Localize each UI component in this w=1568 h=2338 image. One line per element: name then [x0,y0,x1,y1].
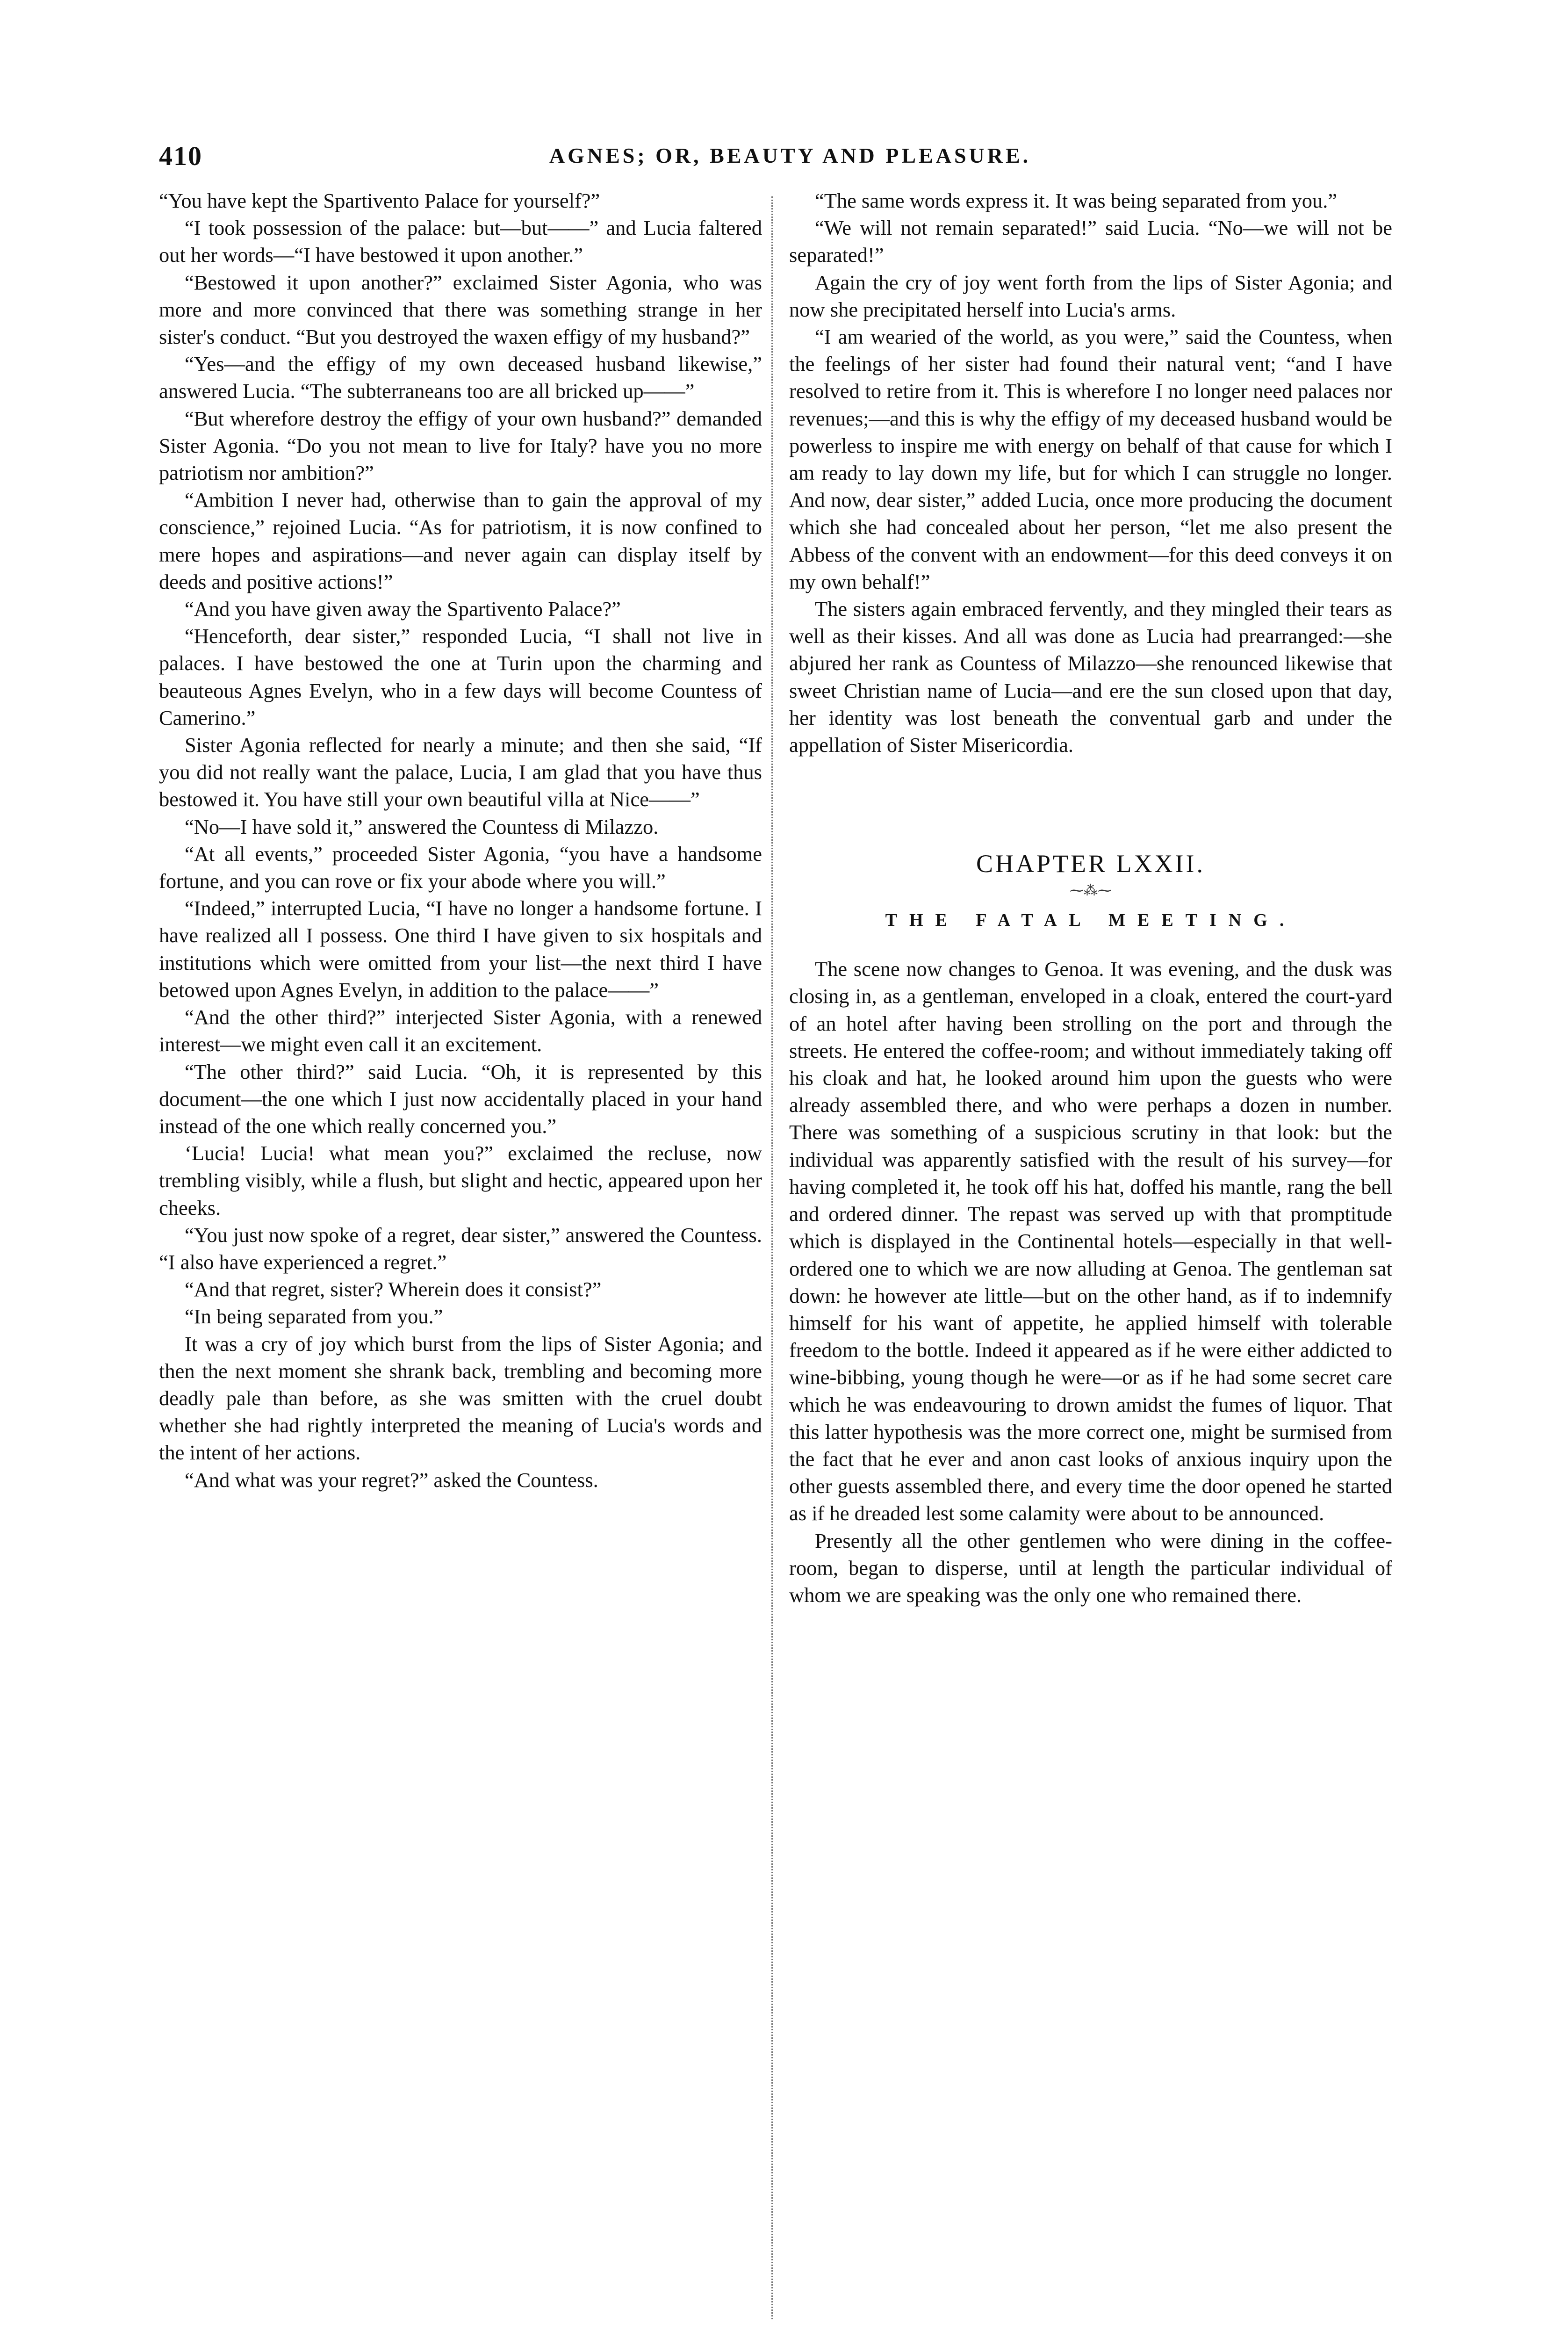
page-number: 410 [159,141,202,171]
paragraph: “At all events,” proceeded Sister Agonia, “you have a handsome fortune, and you can rove or fix your abode where you will.” [159,842,762,893]
paragraph: “Ambition I never had, otherwise than to gain the approval of my conscience,” rejoined Lucia. “As for patriotism, it is now confined to mere hopes and aspirations—and never again can display itself by deeds and positive actions!” [159,488,762,593]
paragraph: The sisters again embraced fervently, and they mingled their tears as well as their kisses. And all was done as Lucia had prearranged:—she abjured her rank as Countess of Milazzo—she renounced likewise that sweet Christian name of Lucia—and ere the sun closed upon that day, her identity was lost beneath the conventual garb and under the appellation of Sister Misericordia. [789,597,1392,757]
paragraph: “The other third?” said Lucia. “Oh, it is represented by this document—the one which I just now accidentally placed in your hand instead of the one which really concerned you.” [159,1060,762,1138]
paragraph: “I am wearied of the world, as you were,” said the Countess, when the feelings of her sister had found their natural vent; “and I have resolved to retire from it. This is wherefore I no longer need palaces nor revenues;—and this is why the effigy of my deceased husband would be powerless to inspire me with energy on behalf of that cause for which I am ready to lay down my life, but for which I can struggle no longer. And now, dear sister,” added Lucia, once more producing the document which she had concealed about her person, “let me also present the Abbess of the convent with an endowment—for this deed conveys it on my own behalf!” [789,325,1392,593]
chapter-subtitle: THE FATAL MEETING. [885,910,1296,931]
paragraph: Presently all the other gentlemen who were dining in the coffee-room, began to disperse, until at length the particular individual of whom we are speaking was the only one who remained there. [789,1529,1392,1607]
paragraph: “And the other third?” interjected Sister Agonia, with a renewed interest—we might even call it an excitement. [159,1005,762,1056]
paragraph: “We will not remain separated!” said Lucia. “No—we will not be separated!” [789,216,1392,267]
paragraph: “The same words express it. It was being separated from you.” [815,189,1338,212]
paragraph: “You just now spoke of a regret, dear sister,” answered the Countess. “I also have experienced a regret.” [159,1223,762,1274]
paragraph: “You have kept the Spartivento Palace for yourself?” [159,189,600,212]
chapter-heading [789,845,1392,941]
column-divider [771,196,773,2319]
left-column [159,187,762,1494]
paragraph: Again the cry of joy went forth from the lips of Sister Agonia; and now she precipitated herself into Lucia's arms. [789,270,1392,321]
paragraph: “Indeed,” interrupted Lucia, “I have no longer a handsome fortune. I have realized all I possess. One third I have given to six hospitals and institutions which were omitted from your list—the next third I have betowed upon Agnes Evelyn, in addition to the palace——” [159,896,762,1002]
paragraph: “And what was your regret?” asked the Countess. [185,1468,598,1492]
paragraph: “And you have given away the Spartivento Palace?” [185,597,621,621]
paragraph: “And that regret, sister? Wherein does it consist?” [185,1277,602,1301]
paragraph: “No—I have sold it,” answered the Countess di Milazzo. [185,815,659,838]
paragraph: The scene now changes to Genoa. It was evening, and the dusk was closing in, as a gentleman, enveloped in a cloak, entered the court-yard of an hotel after having been strolling on the port and through the streets. He entered the coffee-room; and without immediately taking off his cloak and hat, he looked around him upon the guests who were already assembled there, and who were perhaps a dozen in number. There was something of a suspicious scrutiny in that look: but the individual was apparently satisfied with the result of his survey—for having completed it, he took off his hat, doffed his mantle, rang the bell and ordered dinner. The repast was served up with that promptitude which is displayed in the Continental hotels—especially in that well-ordered one to which we are now alluding at Genoa. The gentleman sat down: he however ate little—but on the other hand, as if to indemnify himself for his want of appetite, he applied himself with tolerable freedom to the bottle. Indeed it appeared as if he were either addicted to wine-bibbing, young though he were—or as if he had some secret care which he was endeavouring to drown amidst the fumes of liquor. That this latter hypothesis was the more correct one, might be surmised from the fact that he ever and anon cast looks of anxious inquiry upon the other guests assembled there, and every time the door opened he started as if he dreaded lest some calamity were about to be announced. [789,957,1392,1525]
paragraph: “In being separated from you.” [185,1305,443,1328]
paragraph: “Bestowed it upon another?” exclaimed Sister Agonia, who was more and more convinced that there was something strange in her sister's conduct. “But you destroyed the waxen effigy of my husband?” [159,270,762,349]
paragraph: Sister Agonia reflected for nearly a minute; and then she said, “If you did not really want the palace, Lucia, I am glad that you have thus bestowed it. You have still your own beautiful villa at Nice——” [159,733,762,811]
ornament-icon: ⁓⁂⁓ [1070,883,1112,899]
running-title: AGNES; OR, BEAUTY AND PLEASURE. [549,144,1031,167]
paragraph: “I took possession of the palace: but—but——” and Lucia faltered out her words—“I have bestowed it upon another.” [159,216,762,267]
paragraph: “But wherefore destroy the effigy of your own husband?” demanded Sister Agonia. “Do you not mean to live for Italy? have you no more patriotism nor ambition?” [159,406,762,485]
paragraph: It was a cry of joy which burst from the lips of Sister Agonia; and then the next moment she shrank back, trembling and becoming more deadly pale than before, as she was smitten with the cruel doubt whether she had rightly interpreted the meaning of Lucia's words and the intent of her actions. [159,1332,762,1465]
paragraph: “Henceforth, dear sister,” responded Lucia, “I shall not live in palaces. I have bestowed the one at Turin upon the charming and beauteous Agnes Evelyn, who in a few days will become Countess of Camerino.” [159,624,762,729]
paragraph: ‘Lucia! Lucia! what mean you?” exclaimed the recluse, now trembling visibly, while a flush, but slight and hectic, appeared upon her cheeks. [159,1141,762,1220]
right-column [789,187,1392,1609]
chapter-title: CHAPTER LXXII. [976,850,1205,878]
page-header [159,140,1421,187]
paragraph: “Yes—and the effigy of my own deceased husband likewise,” answered Lucia. “The subterraneans too are all bricked up——” [159,352,762,403]
